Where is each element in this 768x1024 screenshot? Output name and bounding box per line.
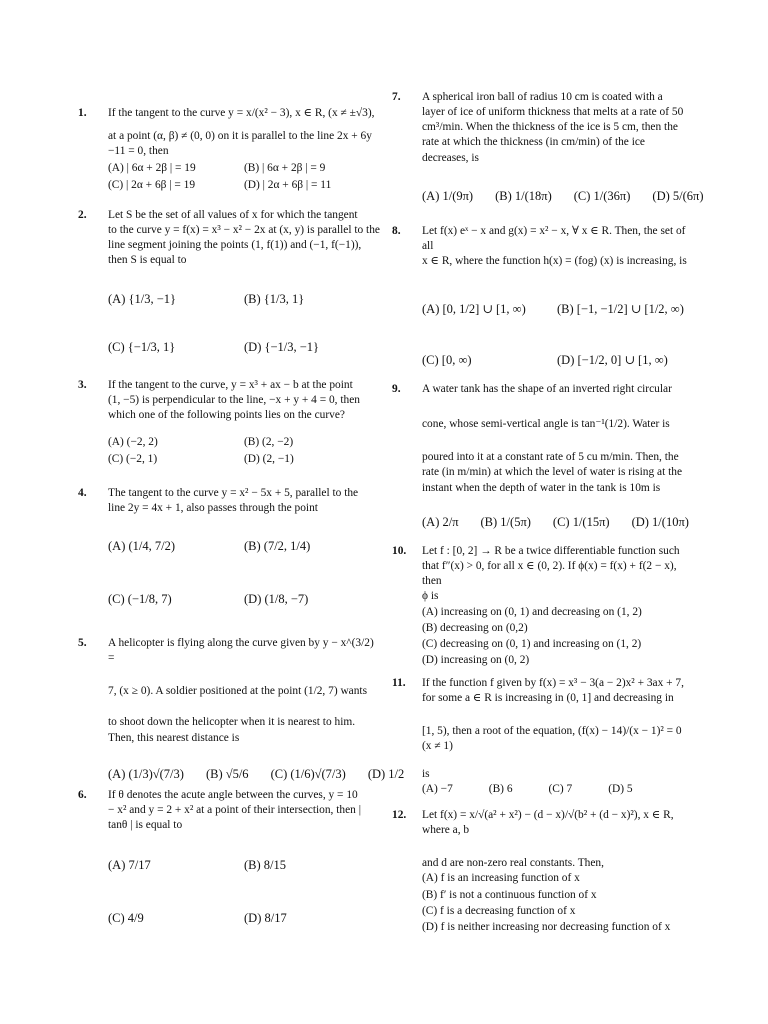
- question-9: [392, 382, 692, 530]
- option-b: (B) {1/3, 1}: [244, 291, 305, 306]
- option-d: (D) (2, −1): [244, 452, 294, 465]
- question-line: A water tank has the shape of an inverted right circular: [422, 383, 672, 395]
- option-d: (D) 5/(6π): [652, 188, 704, 203]
- question-number: 6.: [78, 789, 87, 801]
- option-a: (A) 2/π: [422, 514, 459, 529]
- question-number: 7.: [392, 91, 401, 103]
- question-line: which one of the following points lies on the curve?: [108, 409, 345, 422]
- question-text: [108, 788, 380, 833]
- question-line: layer of ice of uniform thickness that melts at a rate of 50: [422, 106, 684, 119]
- option-c: (C) 1/(36π): [573, 188, 631, 203]
- question-number: 9.: [392, 383, 401, 395]
- option-b: (B) | 6α + 2β | = 9: [244, 162, 326, 175]
- question-line: Let f : [0, 2] → R be a twice differentiable function such: [422, 545, 680, 557]
- option-a: (A) 7/17: [108, 858, 151, 873]
- option-d: (D) 1/2: [367, 766, 405, 781]
- option-a: (A) {1/3, −1}: [108, 291, 176, 306]
- question-line: If the tangent to the curve y = x/(x² − 3), x ∈ R, (x ≠ ±√3),: [108, 107, 375, 119]
- question-line: poured into it at a constant rate of 5 cu m/min. Then, the: [422, 451, 679, 464]
- options: [422, 514, 692, 531]
- question-line: (1, −5) is perpendicular to the line, −x + y + 4 = 0, then: [108, 394, 360, 407]
- question-number: 4.: [78, 487, 87, 499]
- question-line: to shoot down the helicopter when it is nearest to him.: [108, 716, 356, 729]
- option-c: (C) {−1/3, 1}: [108, 340, 176, 355]
- question-text: [108, 486, 380, 516]
- question-line: that f″(x) > 0, for all x ∈ (0, 2). If ϕ(x) = f(x) + f(2 − x), then: [422, 560, 677, 588]
- options: [422, 871, 692, 935]
- question-text: [422, 544, 692, 605]
- question-line: −11 = 0, then: [108, 145, 169, 158]
- question-12: [392, 808, 692, 935]
- question-line: Let S be the set of all values of x for which the tangent: [108, 209, 358, 221]
- question-line: instant when the depth of water in the tank is 10m is: [422, 481, 661, 494]
- question-3: [78, 378, 380, 467]
- question-line: and d are non-zero real constants. Then,: [422, 857, 604, 870]
- question-line: cone, whose semi-vertical angle is tan⁻¹(1/2). Water is: [422, 418, 670, 431]
- question-line: − x² and y = 2 + x² at a point of their intersection, then |: [108, 804, 361, 817]
- option-a: (A) [0, 1/2] ∪ [1, ∞): [422, 302, 526, 317]
- option-a: (A) increasing on (0, 1) and decreasing on (1, 2): [422, 605, 642, 618]
- option-c: (C) | 2α + 6β | = 19: [108, 178, 196, 191]
- question-8: [392, 224, 692, 369]
- option-d: (D) {−1/3, −1}: [244, 340, 320, 355]
- question-number: 11.: [392, 677, 406, 689]
- question-line: line 2y = 4x + 1, also passes through the point: [108, 502, 318, 515]
- question-1: [78, 106, 380, 193]
- option-c: (C) (−1/8, 7): [108, 591, 172, 606]
- question-number: 2.: [78, 209, 87, 221]
- question-line: [1, 5), then a root of the equation, (f(x) − 14)/(x − 1)² = 0 (x ≠ 1): [422, 725, 682, 753]
- option-c: (C) [0, ∞): [422, 353, 472, 368]
- option-d: (D) 1/(10π): [631, 514, 689, 529]
- option-b: (B) 6: [488, 782, 513, 795]
- option-b: (B) √5/6: [205, 766, 249, 781]
- option-b: (B) 1/(5π): [480, 514, 531, 529]
- question-line: rate (in m/min) at which the level of water is rising at the: [422, 466, 683, 479]
- question-6: [78, 788, 380, 927]
- question-10: [392, 544, 692, 668]
- question-line: The tangent to the curve y = x² − 5x + 5, parallel to the: [108, 487, 359, 499]
- options: [108, 161, 380, 192]
- question-number: 8.: [392, 225, 401, 237]
- option-d: (D) 8/17: [244, 911, 287, 926]
- option-d: (D) f is neither increasing nor decreasing function of x: [422, 920, 671, 933]
- question-line: 7, (x ≥ 0). A soldier positioned at the point (1/2, 7) wants: [108, 685, 368, 698]
- question-line: decreases, is: [422, 151, 479, 164]
- option-a: (A) (1/3)√(7/3): [108, 766, 184, 781]
- options: [422, 301, 692, 368]
- option-a: (A) | 6α + 2β | = 19: [108, 162, 196, 175]
- question-text: [422, 90, 692, 166]
- question-line: at a point (α, β) ≠ (0, 0) on it is parallel to the line 2x + 6y: [108, 130, 372, 143]
- options: [422, 782, 692, 797]
- question-text: [108, 378, 380, 423]
- option-b: (B) decreasing on (0,2): [422, 621, 528, 634]
- question-line: is: [422, 767, 430, 780]
- question-text: [108, 208, 380, 269]
- question-line: Let f(x) eˣ − x and g(x) = x² − x, ∀ x ∈ R. Then, the set of all: [422, 225, 686, 253]
- options: [422, 605, 692, 669]
- option-c: (C) (−2, 1): [108, 452, 158, 465]
- question-text: [108, 636, 380, 746]
- question-line: A spherical iron ball of radius 10 cm is coated with a: [422, 91, 663, 103]
- options: [108, 766, 405, 783]
- option-a: (A) 1/(9π): [422, 188, 474, 203]
- question-number: 10.: [392, 545, 407, 557]
- question-text: [108, 106, 380, 159]
- question-2: [78, 208, 380, 356]
- question-line: then S is equal to: [108, 254, 187, 267]
- question-7: [392, 90, 704, 204]
- option-b: (B) f′ is not a continuous function of x: [422, 888, 597, 901]
- option-d: (D) [−1/2, 0] ∪ [1, ∞): [557, 353, 668, 368]
- option-d: (D) | 2α + 6β | = 11: [244, 178, 332, 191]
- question-line: x ∈ R, where the function h(x) = (fog) (x) is increasing, is: [422, 255, 687, 268]
- option-d: (D) 5: [608, 782, 633, 795]
- question-line: rate at which the thickness (in cm/min) of the ice: [422, 136, 645, 149]
- question-text: [422, 382, 692, 496]
- option-b: (B) [−1, −1/2] ∪ [1/2, ∞): [557, 302, 684, 317]
- question-line: tanθ | is equal to: [108, 819, 183, 832]
- question-line: A helicopter is flying along the curve given by y − x^(3/2) =: [108, 637, 374, 665]
- option-b: (B) 1/(18π): [495, 188, 552, 203]
- question-line: cm³/min. When the thickness of the ice is 5 cm, then the: [422, 121, 678, 134]
- options: [108, 538, 380, 607]
- question-number: 5.: [78, 637, 87, 649]
- question-line: If θ denotes the acute angle between the curves, y = 10: [108, 789, 358, 801]
- question-line: If the function f given by f(x) = x³ − 3(a − 2)x² + 3ax + 7,: [422, 677, 684, 689]
- question-number: 12.: [392, 809, 407, 821]
- question-text: [422, 808, 692, 871]
- question-line: for some a ∈ R is increasing in (0, 1] and decreasing in: [422, 692, 674, 705]
- option-a: (A) (1/4, 7/2): [108, 539, 175, 554]
- question-line: Let f(x) = x/√(a² + x²) − (d − x)/√(b² + (d − x)²), x ∈ R, where a, b: [422, 809, 674, 837]
- option-b: (B) 8/15: [244, 858, 287, 873]
- option-b: (B) (7/2, 1/4): [244, 539, 311, 554]
- option-a: (A) −7: [422, 782, 453, 795]
- question-line: Then, this nearest distance is: [108, 731, 240, 744]
- option-c: (C) (1/6)√(7/3): [270, 766, 346, 781]
- question-text: [422, 676, 692, 782]
- option-a: (A) (−2, 2): [108, 436, 158, 449]
- options: [108, 857, 380, 926]
- question-4: [78, 486, 380, 608]
- question-line: ϕ is: [422, 590, 439, 603]
- question-line: to the curve y = f(x) = x³ − x² − 2x at (x, y) is parallel to the: [108, 224, 380, 237]
- question-line: line segment joining the points (1, f(1)) and (−1, f(−1)),: [108, 239, 362, 252]
- question-line: If the tangent to the curve, y = x³ + ax − b at the point: [108, 379, 353, 391]
- question-number: 3.: [78, 379, 87, 391]
- option-d: (D) (1/8, −7): [244, 591, 309, 606]
- option-c: (C) 7: [548, 782, 573, 795]
- option-a: (A) f is an increasing function of x: [422, 872, 580, 885]
- option-c: (C) 1/(15π): [552, 514, 610, 529]
- option-d: (D) increasing on (0, 2): [422, 654, 530, 667]
- question-11: [392, 676, 692, 797]
- question-number: 1.: [78, 107, 87, 119]
- option-c: (C) 4/9: [108, 911, 144, 926]
- question-text: [422, 224, 692, 269]
- option-b: (B) (2, −2): [244, 436, 294, 449]
- option-c: (C) decreasing on (0, 1) and increasing on (1, 2): [422, 637, 642, 650]
- options: [108, 291, 380, 356]
- options: [422, 188, 704, 205]
- options: [108, 435, 380, 466]
- option-c: (C) f is a decreasing function of x: [422, 904, 576, 917]
